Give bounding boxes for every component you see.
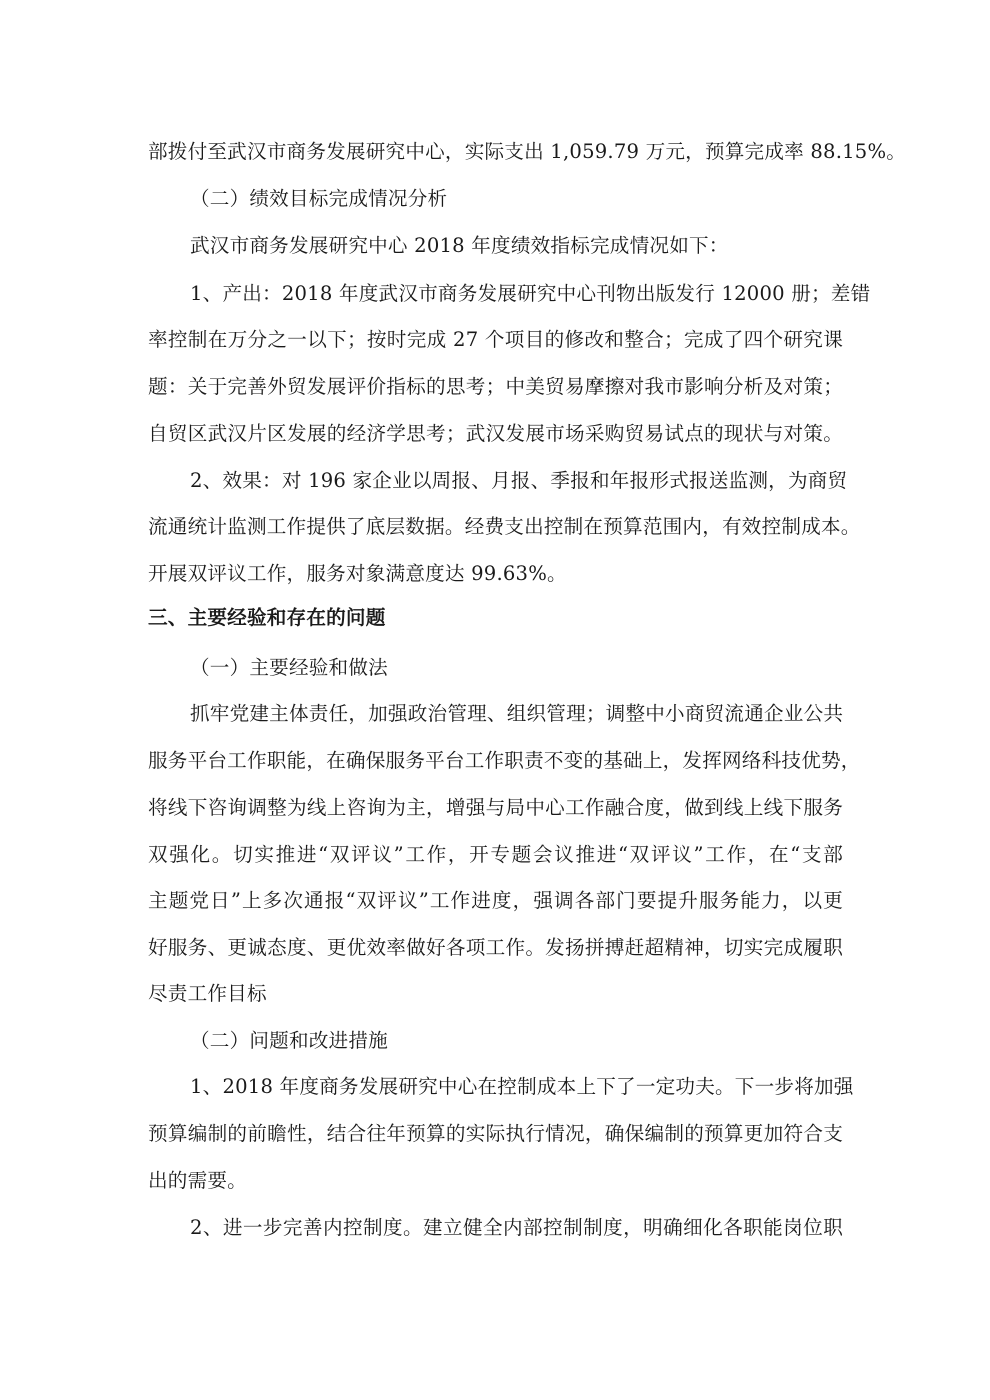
paragraph-line: 题：关于完善外贸发展评价指标的思考；中美贸易摩擦对我市影响分析及对策；: [148, 375, 843, 398]
paragraph-line: 出的需要。: [148, 1169, 247, 1192]
paragraph-line: 尽责工作目标: [148, 982, 267, 1005]
paragraph-line: 自贸区武汉片区发展的经济学思考；武汉发展市场采购贸易试点的现状与对策。: [148, 422, 843, 445]
paragraph-line: 1、产出：2018 年度武汉市商务发展研究中心刊物出版发行 12000 册；差错: [190, 282, 871, 305]
section-subheading: （一）主要经验和做法: [190, 656, 388, 679]
paragraph-line: 2、效果：对 196 家企业以周报、月报、季报和年报形式报送监测，为商贸: [190, 469, 848, 492]
paragraph-line: 抓牢党建主体责任，加强政治管理、组织管理；调整中小商贸流通企业公共: [190, 702, 844, 725]
paragraph-line: 服务平台工作职能，在确保服务平台工作职责不变的基础上，发挥网络科技优势，: [148, 749, 861, 772]
paragraph-line: 1、2018 年度商务发展研究中心在控制成本上下了一定功夫。下一步将加强: [190, 1075, 854, 1098]
paragraph-line: 部拨付至武汉市商务发展研究中心，实际支出 1,059.79 万元，预算完成率 88.15%。: [148, 140, 907, 163]
paragraph-line: 主题党日”上多次通报“双评议”工作进度，强调各部门要提升服务能力，以更: [148, 889, 843, 912]
paragraph-line: 开展双评议工作，服务对象满意度达 99.63%。: [148, 562, 567, 585]
section-heading: 三、主要经验和存在的问题: [148, 606, 386, 629]
section-subheading: （二）绩效目标完成情况分析: [190, 187, 448, 210]
paragraph-line: 将线下咨询调整为线上咨询为主，增强与局中心工作融合度，做到线上线下服务: [148, 796, 843, 819]
paragraph-line: 好服务、更诚态度、更优效率做好各项工作。发扬拼搏赶超精神，切实完成履职: [148, 936, 843, 959]
paragraph-line: 率控制在万分之一以下；按时完成 27 个项目的修改和整合；完成了四个研究课: [148, 328, 843, 351]
paragraph-line: 双强化。切实推进“双评议”工作，开专题会议推进“双评议”工作，在“支部: [148, 843, 843, 866]
section-subheading: （二）问题和改进措施: [190, 1029, 388, 1052]
paragraph-line: 预算编制的前瞻性，结合往年预算的实际执行情况，确保编制的预算更加符合支: [148, 1122, 843, 1145]
paragraph-line: 武汉市商务发展研究中心 2018 年度绩效指标完成情况如下：: [190, 234, 729, 257]
paragraph-line: 2、进一步完善内控制度。建立健全内部控制制度，明确细化各职能岗位职: [190, 1216, 843, 1239]
paragraph-line: 流通统计监测工作提供了底层数据。经费支出控制在预算范围内，有效控制成本。: [148, 515, 861, 538]
